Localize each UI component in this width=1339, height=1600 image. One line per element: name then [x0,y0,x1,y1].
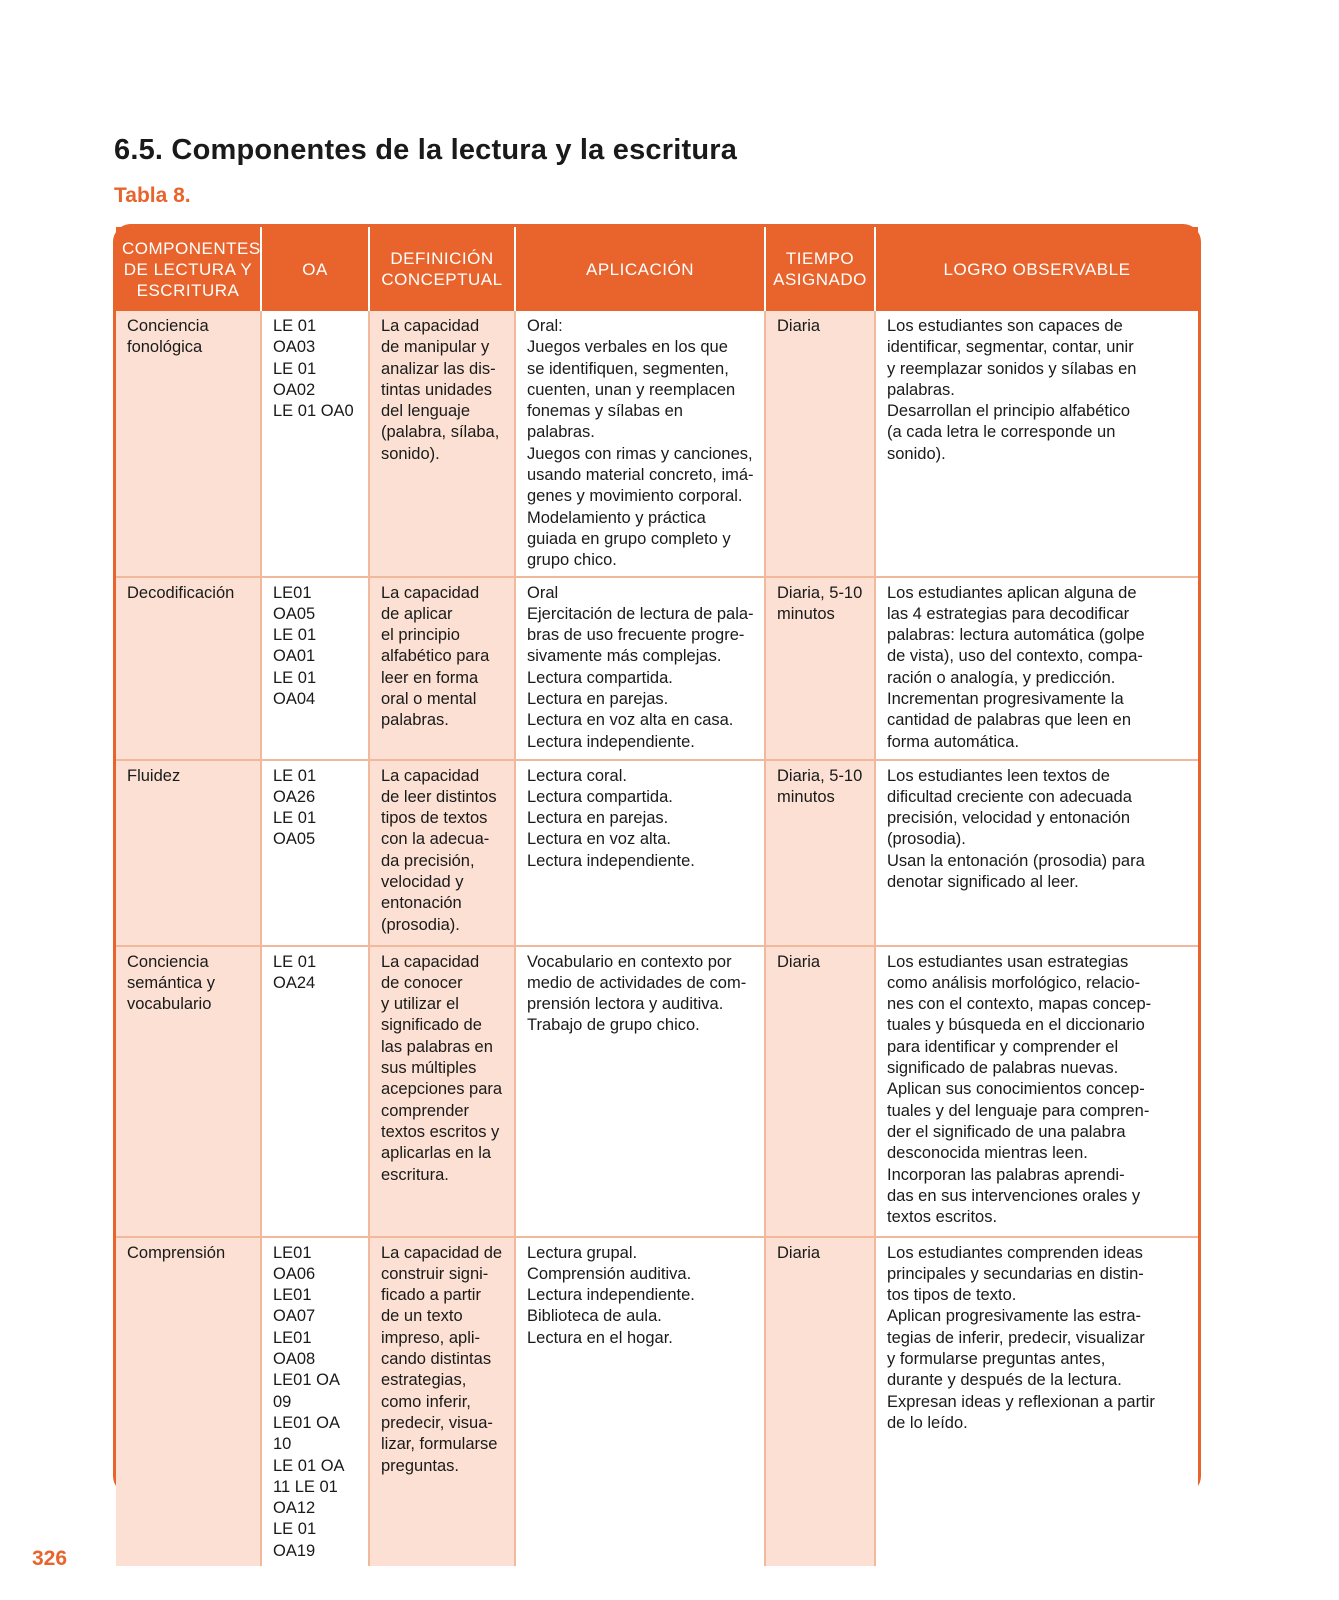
cell-definicion: La capacidad de aplicar el principio alfabético para leer en forma oral o mental palabras. [369,577,515,760]
cell-logro: Los estudiantes leen textos de dificultad creciente con adecuada precisión, velocidad y entonación (prosodia). Usan la entonación (prosodia) para denotar significado al leer. [875,760,1198,946]
cell-definicion: La capacidad de conocer y utilizar el significado de las palabras en sus múltiples acepciones para comprender textos escritos y aplicarlas en la escritura. [369,946,515,1237]
cell-oa: LE01 OA06 LE01 OA07 LE01 OA08 LE01 OA 09 LE01 OA 10 LE 01 OA 11 LE 01 OA12 LE 01 OA19 [261,1237,369,1566]
cell-definicion: La capacidad de manipular y analizar las dis- tintas unidades del lenguaje (palabra, sílaba, sonido). [369,311,515,577]
cell-componente: Conciencia fonológica [116,311,261,577]
header-tiempo: TIEMPO ASIGNADO [765,227,875,311]
cell-aplicacion: Oral: Juegos verbales en los que se identifiquen, segmenten, cuenten, unan y reemplacen fonemas y sílabas en palabras. Juegos con rimas y canciones, usando material concreto, imá- genes y movimiento corporal. Modelamiento y práctica guiada en grupo completo y grupo chico. [515,311,765,577]
cell-oa: LE 01 OA24 [261,946,369,1237]
cell-componente: Fluidez [116,760,261,946]
header-logro: LOGRO OBSERVABLE [875,227,1198,311]
table-header-row [116,227,1198,311]
cell-logro: Los estudiantes aplican alguna de las 4 estrategias para decodificar palabras: lectura automática (golpe de vista), uso del contexto, compa- ración o analogía, y predicción. Incrementan progresivamente la cantidad de palabras que leen en forma automática. [875,577,1198,760]
cell-tiempo: Diaria, 5-10 minutos [765,577,875,760]
table-row [116,311,1198,577]
cell-oa: LE01 OA05 LE 01 OA01 LE 01 OA04 [261,577,369,760]
table-row [116,577,1198,760]
table-label: Tabla 8. [114,184,191,207]
cell-aplicacion: Oral Ejercitación de lectura de pala- bras de uso frecuente progre- sivamente más complejas. Lectura compartida. Lectura en parejas. Lectura en voz alta en casa. Lectura independiente. [515,577,765,760]
page-number: 326 [32,1547,68,1570]
cell-aplicacion: Lectura coral. Lectura compartida. Lectura en parejas. Lectura en voz alta. Lectura independiente. [515,760,765,946]
cell-aplicacion: Vocabulario en contexto por medio de actividades de com- prensión lectora y auditiva. Trabajo de grupo chico. [515,946,765,1237]
table-row [116,1237,1198,1566]
cell-logro: Los estudiantes son capaces de identificar, segmentar, contar, unir y reemplazar sonidos y sílabas en palabras. Desarrollan el principio alfabético (a cada letra le corresponde un sonido). [875,311,1198,577]
cell-aplicacion: Lectura grupal. Comprensión auditiva. Lectura independiente. Biblioteca de aula. Lectura en el hogar. [515,1237,765,1566]
cell-componente: Comprensión [116,1237,261,1566]
cell-logro: Los estudiantes comprenden ideas principales y secundarias en distin- tos tipos de texto. Aplican progresivamente las estra- tegias de inferir, predecir, visualizar y formularse preguntas antes, durante y después de la lectura. Expresan ideas y reflexionan a partir de lo leído. [875,1237,1198,1566]
cell-tiempo: Diaria [765,311,875,577]
cell-tiempo: Diaria, 5-10 minutos [765,760,875,946]
header-oa: OA [261,227,369,311]
cell-definicion: La capacidad de construir signi- ficado a partir de un texto impreso, apli- cando distintas estrategias, como inferir, predecir, visua- lizar, formularse preguntas. [369,1237,515,1566]
cell-oa: LE 01 OA03 LE 01 OA02 LE 01 OA0 [261,311,369,577]
cell-definicion: La capacidad de leer distintos tipos de textos con la adecua- da precisión, velocidad y entonación (prosodia). [369,760,515,946]
cell-componente: Decodificación [116,577,261,760]
section-title: 6.5. Componentes de la lectura y la escritura [114,134,738,166]
components-table [113,224,1201,1560]
cell-componente: Conciencia semántica y vocabulario [116,946,261,1237]
cell-logro: Los estudiantes usan estrategias como análisis morfológico, relacio- nes con el contexto, mapas concep- tuales y búsqueda en el diccionario para identificar y comprender el significado de palabras nuevas. Aplican sus conocimientos concep- tuales y del lenguaje para compren- der el significado de una palabra desconocida mientras leen. Incorporan las palabras aprendi- das en sus intervenciones orales y textos escritos. [875,946,1198,1237]
cell-oa: LE 01 OA26 LE 01 OA05 [261,760,369,946]
cell-tiempo: Diaria [765,1237,875,1566]
cell-tiempo: Diaria [765,946,875,1237]
table-row [116,946,1198,1237]
table-row [116,760,1198,946]
header-componentes: COMPONENTES DE LECTURA Y ESCRITURA [116,227,261,311]
header-aplicacion: APLICACIÓN [515,227,765,311]
header-definicion: DEFINICIÓN CONCEPTUAL [369,227,515,311]
